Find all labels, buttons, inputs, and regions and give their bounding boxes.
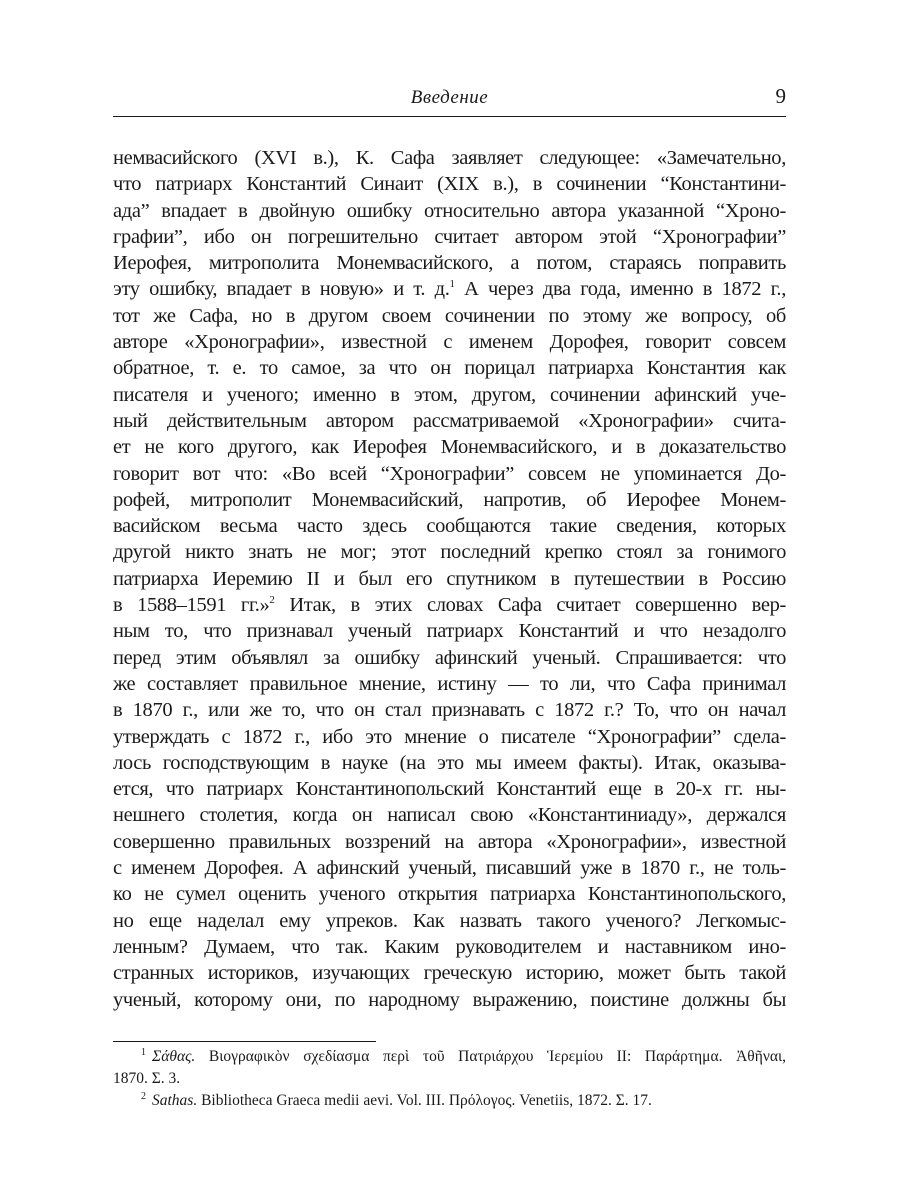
text-segment: в 1588–1591 гг.» — [113, 594, 270, 617]
footnote-number: 1 — [141, 1047, 146, 1058]
header-rule — [113, 116, 786, 117]
text-line: Иерофея, митрополита Монемвасийского, а потом, стараясь поправить — [113, 252, 786, 275]
running-header — [113, 84, 786, 114]
footnote-2 — [113, 1090, 786, 1112]
text-segment: эту ошибку, впадает в новую» и т. д. — [113, 278, 450, 301]
text-line: графии”, ибо он погрешительно считает автором этой “Хронографии” — [113, 225, 786, 248]
running-title: Введение — [410, 87, 489, 108]
text-segment: Итак, в этих словах Сафа считает совершенно вер- — [274, 594, 786, 617]
text-line: странных историков, изучающих греческую историю, может быть такой — [113, 962, 786, 985]
text-line: перед этим объявлял за ошибку афинский ученый. Спрашивается: что — [113, 646, 786, 669]
footnote-text: Bibliotheca Graeca medii aevi. Vol. III. Πρόλογος. Venetiis, 1872. Σ. 17. — [197, 1092, 652, 1109]
footnote-number: 2 — [141, 1091, 146, 1102]
text-line: ученый, которому они, по народному выражению, поистине должны бы — [113, 988, 786, 1011]
text-line: но еще наделал ему упреков. Как назвать такого ученого? Легкомыс- — [113, 909, 786, 932]
text-line: совершенно правильных воззрений на автора «Хронографии», известной — [113, 830, 786, 853]
text-line: немвасийского (XVI в.), К. Сафа заявляет следующее: «Замечательно, — [113, 147, 786, 169]
text-line: патриарха Иеремию II и был его спутником в путешествии в Россию — [113, 567, 786, 590]
text-line: утверждать с 1872 г., ибо это мнение о писателе “Хронографии” сдела- — [113, 725, 786, 748]
text-line: с именем Дорофея. А афинский ученый, писавший уже в 1870 г., не толь- — [113, 857, 786, 880]
text-line: ко не сумел оценить ученого открытия патриарха Константинопольского, — [113, 883, 786, 906]
text-line: говорит вот что: «Во всей “Хронографии” совсем не упоминается До- — [113, 462, 786, 485]
text-line: ада” впадает в двойную ошибку относительно автора указанной “Хроно- — [113, 199, 786, 222]
footnote-author: Sathas. — [152, 1092, 198, 1109]
footnotes — [113, 1046, 786, 1112]
text-line: ный действительным автором рассматриваемой «Хронографии» счита- — [113, 409, 786, 432]
text-line: тот же Сафа, но в другом своем сочинении по этому же вопросу, об — [113, 304, 786, 327]
text-line: авторе «Хронографии», известной с именем Дорофея, говорит совсем — [113, 331, 786, 354]
footnote-1-continuation: 1870. Σ. 3. — [113, 1070, 181, 1087]
text-line: ленным? Думаем, что так. Каким руководителем и наставником ино- — [113, 935, 786, 958]
text-line: васийском весьма часто здесь сообщаются такие сведения, которых — [113, 515, 786, 538]
text-line: ет не кого другого, как Иерофея Монемвасийского, и в доказательство — [113, 436, 786, 459]
text-line: нешнего столетия, когда он написал свою «Константиниаду», держался — [113, 804, 786, 827]
footnote-text: Βιογραφικὸν σχεδίασμα περὶ τοῦ Πατριάρχου Ἱερεμίου II: Παράρτημα. Ἀθῆναι, — [195, 1048, 786, 1065]
text-line: обратное, т. е. то самое, за что он порицал патриарха Константия как — [113, 357, 786, 380]
footnote-rule — [113, 1041, 376, 1042]
footnote-1 — [113, 1046, 786, 1068]
page-number: 9 — [775, 84, 786, 108]
text-line: рофей, митрополит Монемвасийский, напротив, об Иерофее Монем- — [113, 488, 786, 511]
text-line: что патриарх Константий Синаит (XIX в.), в сочинении “Константини- — [113, 173, 786, 196]
text-line: ется, что патриарх Константинопольский Константий еще в 20-х гг. ны- — [113, 778, 786, 801]
footnote-ref-2[interactable]: 2 — [269, 594, 275, 607]
text-line: ным то, что признавал ученый патриарх Константий и что незадолго — [113, 620, 786, 643]
text-line: лось господствующим в науке (на это мы имеем факты). Итак, оказыва- — [113, 751, 786, 774]
body-text — [113, 145, 786, 1013]
text-line: другой никто знать не мог; этот последний крепко стоял за гонимого — [113, 541, 786, 564]
book-page — [113, 0, 786, 1200]
text-segment: А через два года, именно в 1872 г., — [454, 278, 786, 301]
text-line: писателя и ученого; именно в этом, другом, сочинении афинский уче- — [113, 383, 786, 406]
footnote-author: Σάθας. — [152, 1048, 196, 1065]
text-line: в 1870 г., или же то, что он стал признавать с 1872 г.? То, что он начал — [113, 699, 786, 722]
text-line — [113, 592, 786, 618]
footnote-ref-1[interactable]: 1 — [449, 278, 455, 291]
text-line — [113, 276, 786, 302]
text-line: же составляет правильное мнение, истину — то ли, что Сафа принимал — [113, 672, 786, 695]
